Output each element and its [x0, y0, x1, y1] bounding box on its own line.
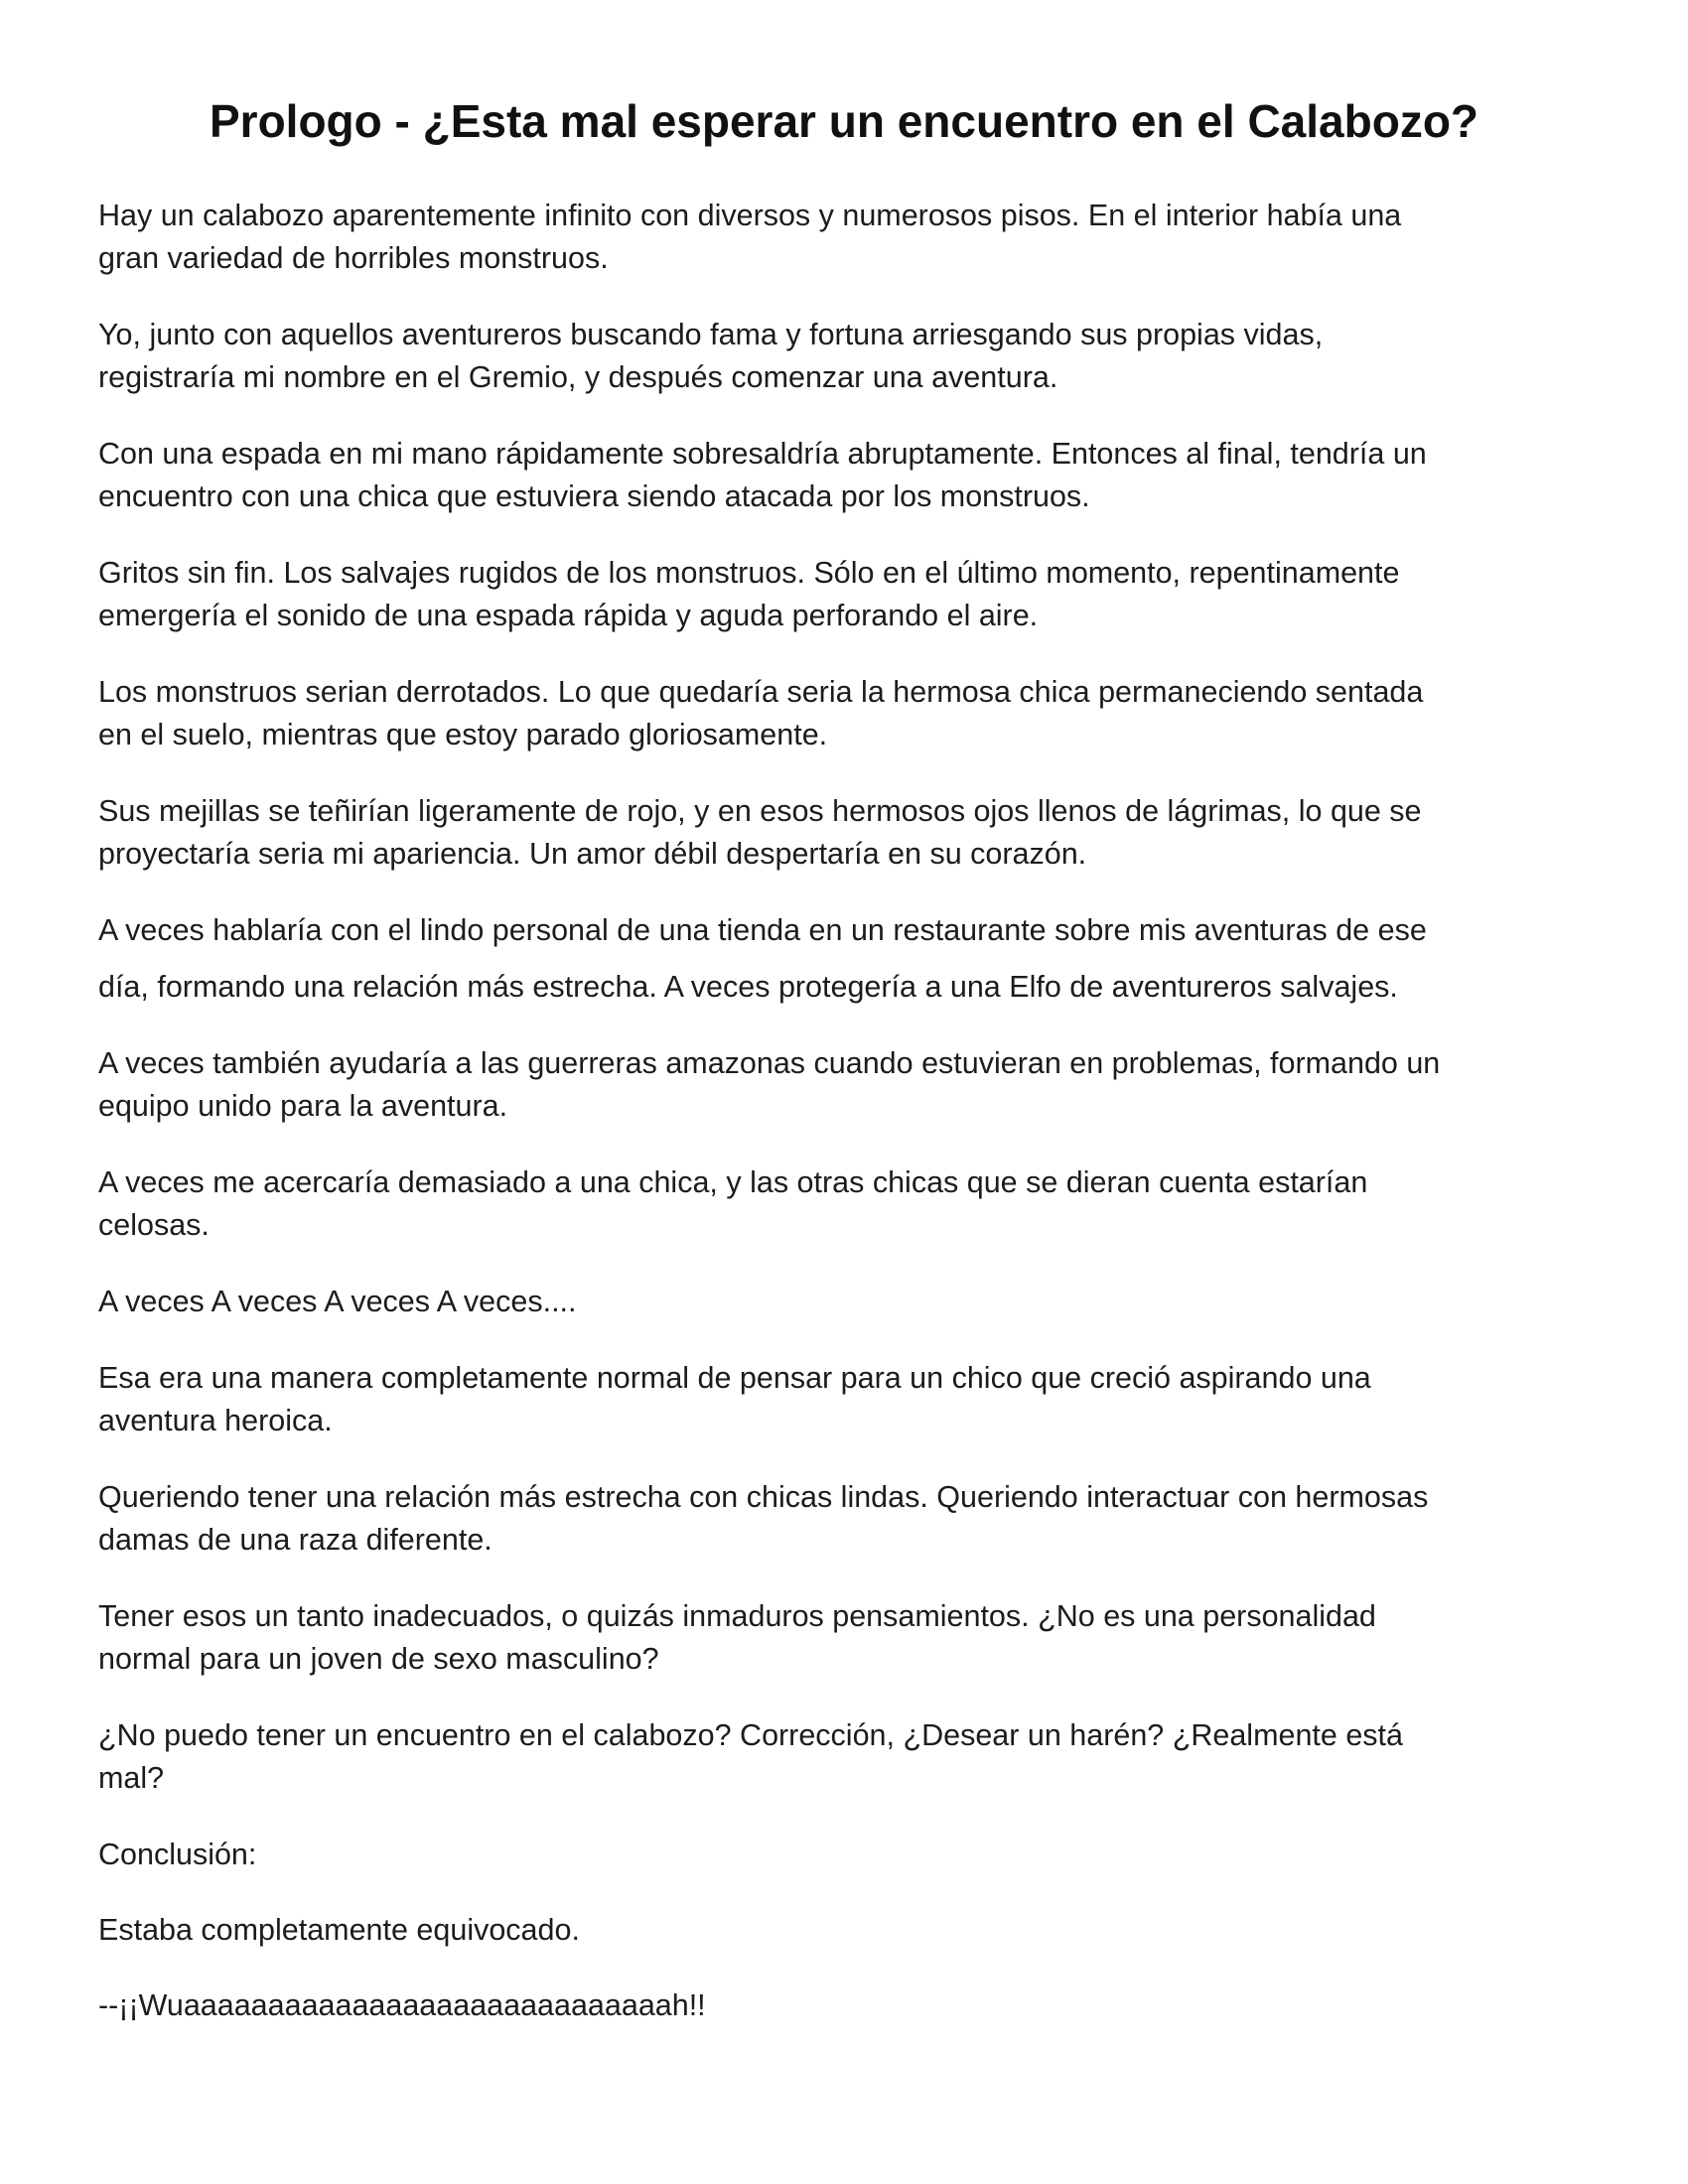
paragraph-15: [98, 1834, 1588, 1876]
paragraph-11: [98, 1357, 1588, 1442]
paragraph-line: Queriendo tener una relación más estrecha con chicas lindas. Queriendo interactuar con hermosas: [98, 1480, 1429, 1514]
paragraph-12: [98, 1476, 1588, 1562]
paragraph-line: ¿No puedo tener un encuentro en el calabozo? Corrección, ¿Desear un harén? ¿Realmente está: [98, 1718, 1403, 1752]
page-title: Prologo - ¿Esta mal esperar un encuentro en el Calabozo?: [209, 95, 1479, 147]
paragraph-line: Tener esos un tanto inadecuados, o quizás inmaduros pensamientos. ¿No es una personalidad: [98, 1599, 1376, 1633]
paragraph-line: aventura heroica.: [98, 1404, 333, 1437]
paragraph-8: [98, 1042, 1588, 1128]
paragraph-line: normal para un joven de sexo masculino?: [98, 1642, 659, 1676]
paragraph-line: Yo, junto con aquellos aventureros buscando fama y fortuna arriesgando sus propias vidas,: [98, 318, 1324, 351]
paragraph-16: [98, 1909, 1588, 1952]
paragraph-line: Conclusión:: [98, 1838, 257, 1871]
paragraph-3: [98, 433, 1588, 518]
paragraph-line: Hay un calabozo aparentemente infinito con diversos y numerosos pisos. En el interior había una: [98, 199, 1402, 232]
paragraph-line: emergería el sonido de una espada rápida y aguda perforando el aire.: [98, 599, 1039, 632]
paragraph-line: Con una espada en mi mano rápidamente sobresaldría abruptamente. Entonces al final, tendría un: [98, 437, 1427, 471]
paragraph-9: [98, 1161, 1588, 1247]
paragraph-line: registraría mi nombre en el Gremio, y después comenzar una aventura.: [98, 360, 1058, 394]
paragraph-line: Estaba completamente equivocado.: [98, 1913, 580, 1947]
paragraph-line: A veces también ayudaría a las guerreras amazonas cuando estuvieran en problemas, formando un: [98, 1046, 1441, 1080]
paragraph-line: Esa era una manera completamente normal de pensar para un chico que creció aspirando una: [98, 1361, 1371, 1395]
paragraph-line: día, formando una relación más estrecha. A veces protegería a una Elfo de aventureros salvajes.: [98, 970, 1398, 1004]
paragraph-line: equipo unido para la aventura.: [98, 1089, 508, 1123]
paragraph-6: [98, 790, 1588, 876]
paragraph-4: [98, 552, 1588, 637]
paragraph-14: [98, 1714, 1588, 1800]
paragraph-line: Gritos sin fin. Los salvajes rugidos de los monstruos. Sólo en el último momento, repentinamente: [98, 556, 1400, 590]
paragraph-line: encuentro con una chica que estuviera siendo atacada por los monstruos.: [98, 479, 1090, 513]
paragraph-17: [98, 1984, 1588, 2027]
paragraph-line: en el suelo, mientras que estoy parado gloriosamente.: [98, 718, 828, 751]
paragraph-2: [98, 314, 1588, 399]
paragraph-line: gran variedad de horribles monstruos.: [98, 241, 609, 275]
paragraph-line: --¡¡Wuaaaaaaaaaaaaaaaaaaaaaaaaaaaaah!!: [98, 1988, 706, 2022]
paragraph-line: Sus mejillas se teñirían ligeramente de rojo, y en esos hermosos ojos llenos de lágrimas, lo que se: [98, 794, 1422, 828]
paragraph-line: proyectaría seria mi apariencia. Un amor débil despertaría en su corazón.: [98, 837, 1087, 871]
paragraph-line: mal?: [98, 1761, 165, 1795]
paragraph-line: A veces A veces A veces A veces....: [98, 1285, 577, 1318]
paragraph-7: [98, 909, 1588, 1009]
paragraph-line: A veces hablaría con el lindo personal de una tienda en un restaurante sobre mis aventuras de ese: [98, 913, 1427, 947]
paragraph-line: celosas.: [98, 1208, 210, 1242]
paragraph-13: [98, 1595, 1588, 1681]
paragraph-10: [98, 1281, 1588, 1323]
paragraph-line: A veces me acercaría demasiado a una chica, y las otras chicas que se dieran cuenta estarían: [98, 1165, 1368, 1199]
paragraph-line: Los monstruos serian derrotados. Lo que quedaría seria la hermosa chica permaneciendo sentada: [98, 675, 1424, 709]
paragraph-line: damas de una raza diferente.: [98, 1523, 492, 1557]
paragraph-5: [98, 671, 1588, 756]
paragraph-1: [98, 195, 1588, 280]
